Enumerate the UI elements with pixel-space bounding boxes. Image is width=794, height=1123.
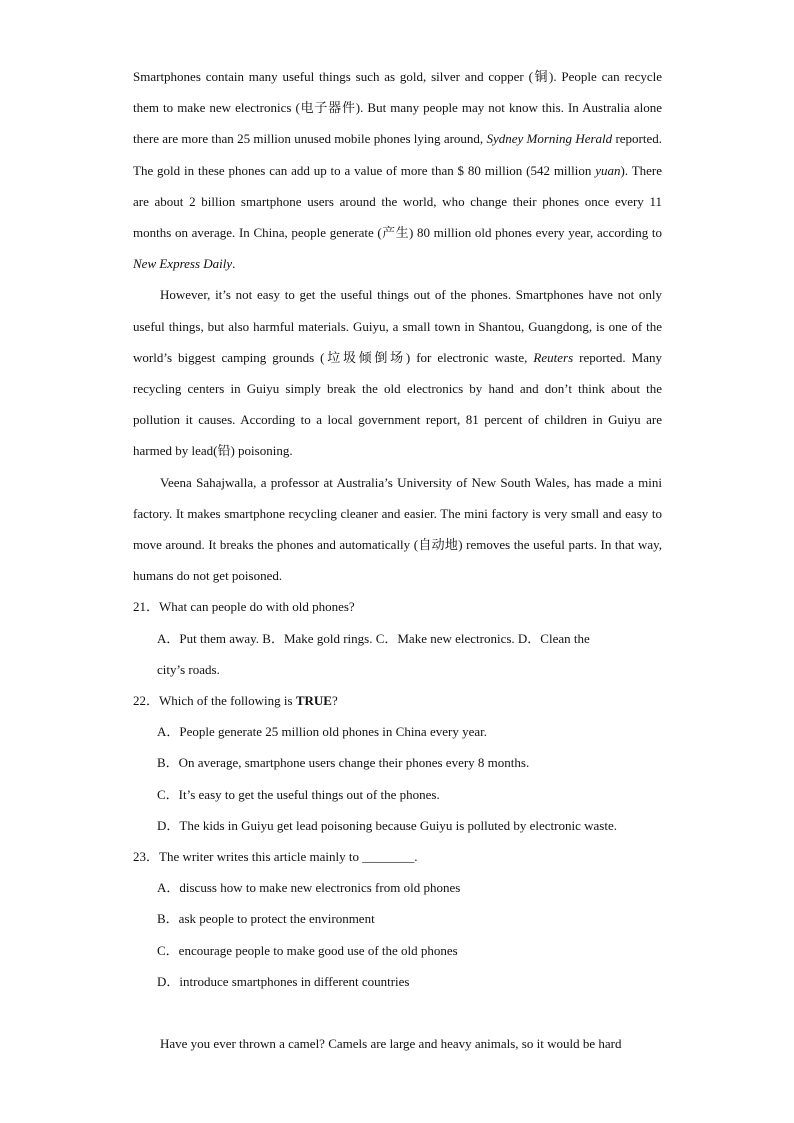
passage-paragraph-2	[133, 279, 662, 466]
emphasis-word: TRUE	[295, 693, 332, 709]
question-22-option-a: A．People generate 25 million old phones in China every year.	[157, 724, 487, 740]
news-agency-name: Reuters	[533, 349, 574, 365]
question-22-option-b: B．On average, smartphone users change their phones every 8 months.	[157, 755, 530, 771]
question-22-option-d: D．The kids in Guiyu get lead poisoning because Guiyu is polluted by electronic waste.	[157, 817, 617, 833]
document-page	[133, 61, 662, 1059]
next-passage-start: Have you ever thrown a camel? Camels are large and heavy animals, so it would be hard	[160, 1036, 622, 1052]
question-22-option-c: C．It’s easy to get the useful things out of the phones.	[157, 786, 440, 802]
question-23-option-a: A．discuss how to make new electronics from old phones	[157, 880, 461, 896]
question-23-option-c: C．encourage people to make good use of the old phones	[157, 942, 458, 958]
text-span: Smartphones contain many useful things such as gold, silver and copper (铜). People can recycle them to make new electronics (电子器件). But many people may not know this. In Australia alone there are more than 25 million unused mobile phones lying around,	[133, 69, 662, 147]
question-23-stem: 23．The writer writes this article mainly to ________.	[133, 849, 418, 865]
text-span: 22．Which of the following is	[133, 693, 296, 709]
currency-name: yuan	[595, 162, 621, 178]
question-21-options: A．Put them away. B．Make gold rings. C．Make new electronics. D．Clean the	[157, 630, 590, 646]
section-gap	[133, 997, 662, 1028]
newspaper-name: Sydney Morning Herald	[486, 131, 613, 147]
text-span: .	[232, 256, 236, 272]
question-22-stem	[133, 685, 662, 716]
question-21-stem: 21．What can people do with old phones?	[133, 599, 355, 615]
passage-paragraph-3: Veena Sahajwalla, a professor at Australia’s University of New South Wales, has made a mini factory. It makes smartphone recycling cleaner and easier. The mini factory is very small and easy to move around. It breaks the phones and automatically (自动地) removes the useful parts. In that way, humans do not get poisoned.	[133, 474, 662, 584]
newspaper-name: New Express Daily	[133, 256, 233, 272]
text-span: reported. Many recycling centers in Guiyu simply break the old electronics by hand and don’t think about the pollution it causes. According to a local government report, 81 percent of children in Guiyu are harmed by lead(铅) poisoning.	[133, 349, 663, 459]
question-23-option-b: B．ask people to protect the environment	[157, 911, 375, 927]
question-23-option-d: D．introduce smartphones in different countries	[157, 973, 410, 989]
question-21-option-continuation: city’s roads.	[157, 661, 220, 677]
passage-paragraph-1	[133, 61, 662, 279]
text-span: ?	[331, 693, 338, 709]
text-span: reported. The gold in these phones can add up to a value of more than $ 80 million (542 million	[133, 131, 663, 178]
text-span: ). There are about 2 billion smartphone users around the world, who change their phones once every 11 months on average. In China, people generate (产生) 80 million old phones every year, according to	[133, 162, 662, 241]
text-span: However, it’s not easy to get the useful things out of the phones. Smartphones have not only useful things, but also harmful materials. Guiyu, a small town in Shantou, Guangdong, is one of the world’s biggest camping grounds (垃圾倾倒场) for electronic waste,	[133, 287, 662, 365]
